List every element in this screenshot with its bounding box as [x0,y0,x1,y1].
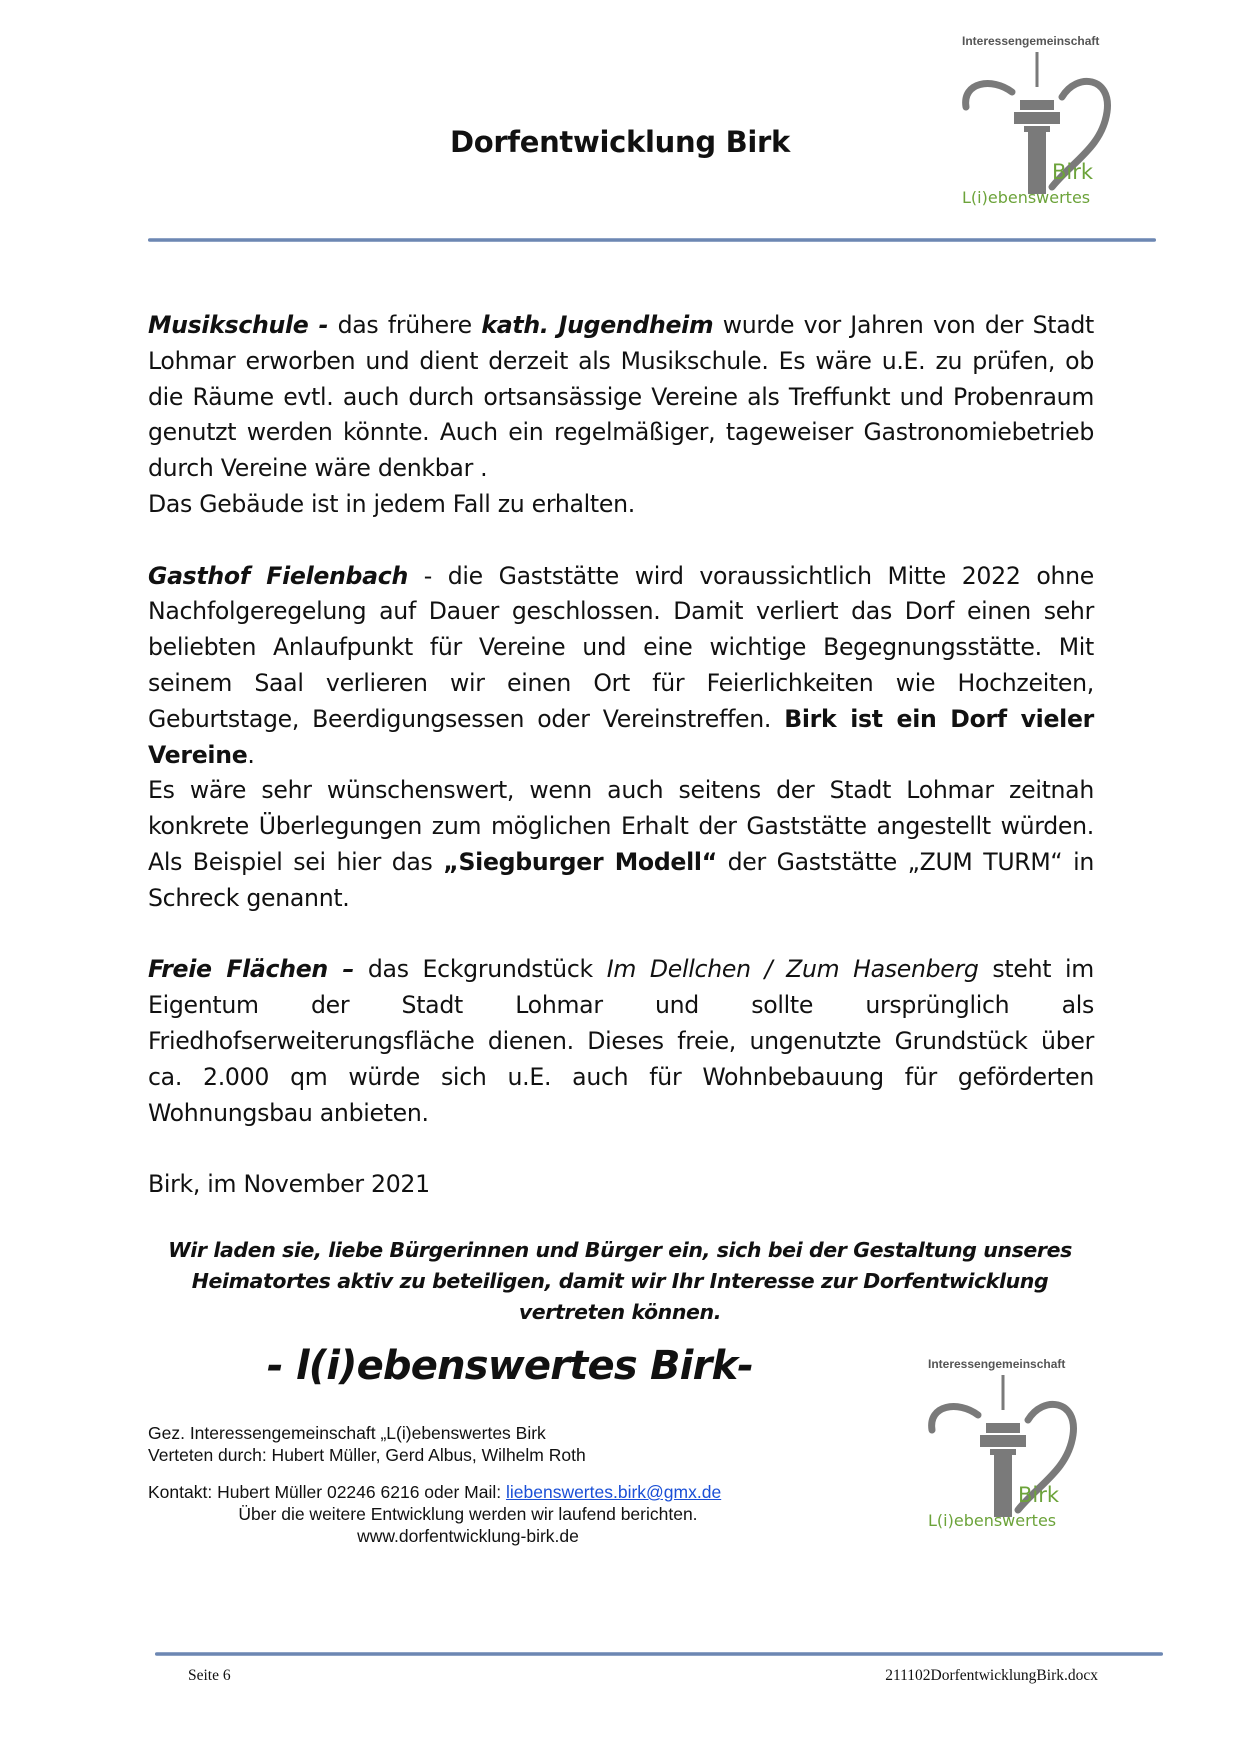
paragraph-freie-flaechen [148,952,1094,1131]
text: das Eckgrundstück [354,955,607,984]
paragraph-musikschule [148,308,1094,487]
logo-org-label: Interessengemeinschaft [962,34,1100,48]
paragraph-gebaeude: Das Gebäude ist in jedem Fall zu erhalten. [148,489,635,518]
paragraph-gasthof [148,559,1094,774]
date-line: Birk, im November 2021 [148,1170,430,1199]
page-number: Seite 6 [188,1667,231,1684]
logo-subtitle: L(i)ebenswertes [962,188,1091,207]
contact-info-line: Über die weitere Entwicklung werden wir laufend berichten. [238,1504,698,1524]
main-content [148,308,1094,1203]
logo-birk-text: Birk [1018,1483,1060,1507]
paragraph-siegburger [148,773,1094,916]
tower-heart-logo [952,52,1122,202]
logo-org-label: Interessengemeinschaft [928,1357,1066,1371]
text: das frühere [328,311,482,339]
website-text: www.dorfentwicklung-birk.de [357,1526,579,1546]
logo-birk-text: Birk [1052,160,1094,184]
logo-bottom [918,1355,1088,1550]
header-divider [148,238,1156,242]
contact-prefix: Kontakt: Hubert Müller 02246 6216 oder Mail: [148,1482,506,1502]
logo-subtitle: L(i)ebenswertes [928,1511,1057,1530]
signature-line-2: Verteten durch: Hubert Müller, Gerd Albus, Wilhelm Roth [148,1445,586,1465]
email-link[interactable]: liebenswertes.birk@gmx.de [505,1482,722,1502]
logo-top [952,30,1122,225]
heading-freie-flaechen: Freie Flächen – [148,955,354,984]
contact-block [148,1481,788,1547]
signature-block [148,1422,586,1466]
signature-line-1: Gez. Interessengemeinschaft „L(i)ebenswertes Birk [148,1423,546,1443]
text: der Gaststätte „ZUM TURM“ in Schreck genannt. [148,847,1094,912]
kath-jugendheim: kath. Jugendheim [481,311,714,339]
slogan: - l(i)ebenswertes Birk- [266,1343,754,1389]
tower-heart-logo [918,1375,1088,1525]
heading-gasthof: Gasthof Fielenbach [148,561,408,590]
heading-musikschule: Musikschule - [148,311,329,339]
text: - die Gaststätte wird voraussichtlich Mitte 2022 ohne Nachfolgeregelung auf Dauer geschlossen. Damit verliert das Dorf einen sehr beliebten Anlaufpunkt für Vereine und eine wichtige Begegnungsstätte. Mit seinem Saal verlieren wir einen Ort für Feierlichkeiten wie Hochzeiten, Geburtstage, Beerdigungsessen oder Vereinstreffen. [148,561,1094,733]
contact-line [148,1481,788,1503]
bold-vereine: Birk ist ein Dorf vieler Vereine [148,704,1094,769]
text: wurde vor Jahren von der Stadt Lohmar erworben und dient derzeit als Musikschule. Es wäre u.E. zu prüfen, ob die Räume evtl. auch durch ortsansässige Vereine als Treffunkt und Probenraum genutzt werden könnte. Auch ein regelmäßiger, tageweiser Gastronomiebetrieb durch Vereine wäre denkbar . [148,311,1094,483]
page-title: Dorfentwicklung Birk [449,125,791,159]
invitation-text: Wir laden sie, liebe Bürgerinnen und Bürger ein, sich bei der Gestaltung unseres Heimatortes aktiv zu beteiligen, damit wir Ihr Interesse zur Dorfentwicklung vertreten können. [168,1238,1072,1324]
text: . [247,740,255,769]
footer-divider [155,1652,1163,1656]
text: Es wäre sehr wünschenswert, wenn auch seitens der Stadt Lohmar zeitnah konkrete Überlegungen zum möglichen Erhalt der Gaststätte angestellt würden. Als Beispiel sei hier das [148,776,1094,876]
italic-location: Im Dellchen / Zum Hasenberg [606,955,979,984]
bold-siegburger-modell: „Siegburger Modell“ [443,847,717,876]
file-name: 211102DorfentwicklungBirk.docx [885,1667,1098,1684]
text: steht im Eigentum der Stadt Lohmar und sollte ursprünglich als Friedhofserweiterungsfläche dienen. Dieses freie, ungenutzte Grundstück über ca. 2.000 qm würde sich u.E. auch für Wohnbebauung für geförderten Wohnungsbau anbieten. [148,955,1094,1127]
